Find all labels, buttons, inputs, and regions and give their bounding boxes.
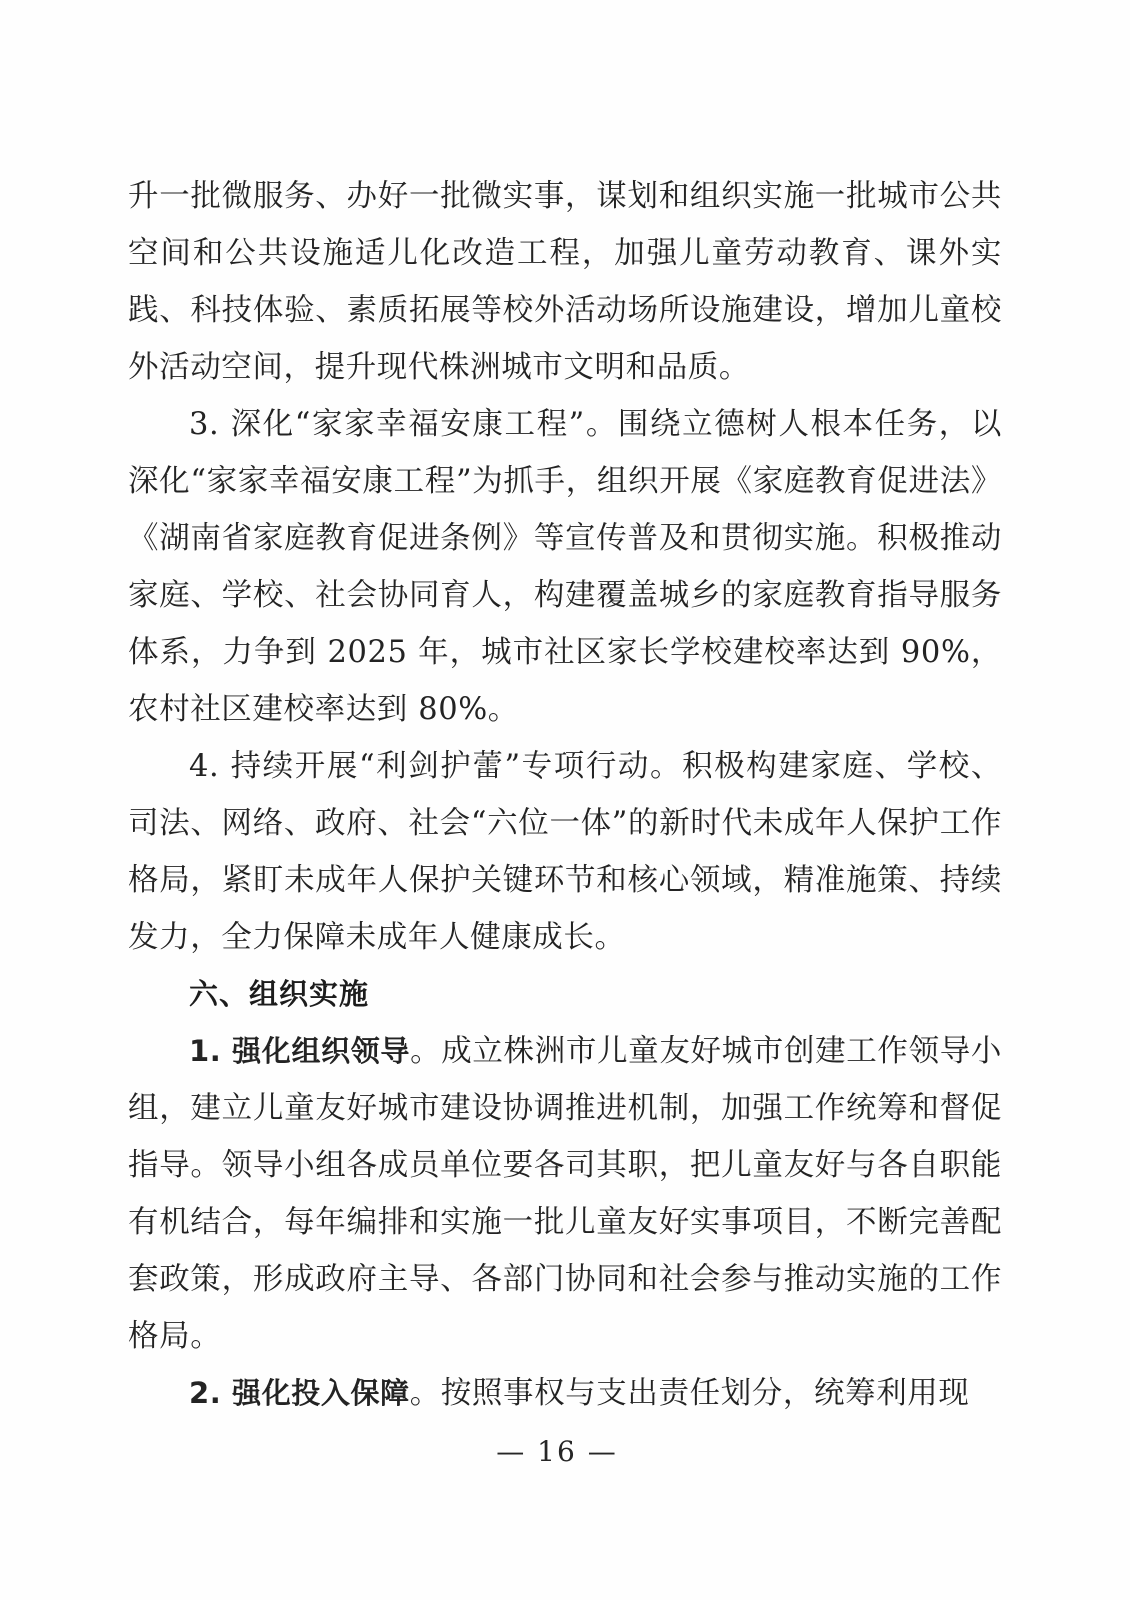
document-body: [128, 168, 1002, 1422]
paragraph-lead-strong: 1. 强化组织领导: [189, 1034, 411, 1068]
paragraph-text: 。成立株洲市儿童友好城市创建工作领导小组，建立儿童友好城市建设协调推进机制，加强工作统筹和督促指导。领导小组各成员单位要各司其职，把儿童友好与各自职能有机结合，每年编排和实施一批儿童友好实事项目，不断完善配套政策，形成政府主导、各部门协同和社会参与推动实施的工作格局。: [128, 1034, 1002, 1354]
paragraph-item-org-2: [128, 1365, 1002, 1422]
paragraph-text: 。按照事权与支出责任划分，统筹利用现: [409, 1376, 970, 1411]
paragraph-item-3: 3. 深化“家家幸福安康工程”。围绕立德树人根本任务，以深化“家家幸福安康工程”为抓手，组织开展《家庭教育促进法》《湖南省家庭教育促进条例》等宣传普及和贯彻实施。积极推动家庭、学校、社会协同育人，构建覆盖城乡的家庭教育指导服务体系，力争到 2025 年，城市社区家长学校建校率达到 90%，农村社区建校率达到 80%。: [128, 407, 1002, 727]
paragraph-lead-strong: 2. 强化投入保障: [189, 1376, 410, 1410]
paragraph-item-org-1: [128, 1023, 1002, 1365]
paragraph-continued: 升一批微服务、办好一批微实事，谋划和组织实施一批城市公共空间和公共设施适儿化改造工程，加强儿童劳动教育、课外实践、科技体验、素质拓展等校外活动场所设施建设，增加儿童校外活动空间，提升现代株洲城市文明和品质。: [128, 179, 1002, 385]
section-heading-six: 六、组织实施: [189, 977, 370, 1011]
paragraph-item-4: 4. 持续开展“利剑护蕾”专项行动。积极构建家庭、学校、司法、网络、政府、社会“六位一体”的新时代未成年人保护工作格局，紧盯未成年人保护关键环节和核心领域，精准施策、持续发力，全力保障未成年人健康成长。: [128, 749, 1002, 955]
page-number: — 16 —: [496, 1435, 618, 1468]
page-footer: [0, 1435, 1130, 1468]
